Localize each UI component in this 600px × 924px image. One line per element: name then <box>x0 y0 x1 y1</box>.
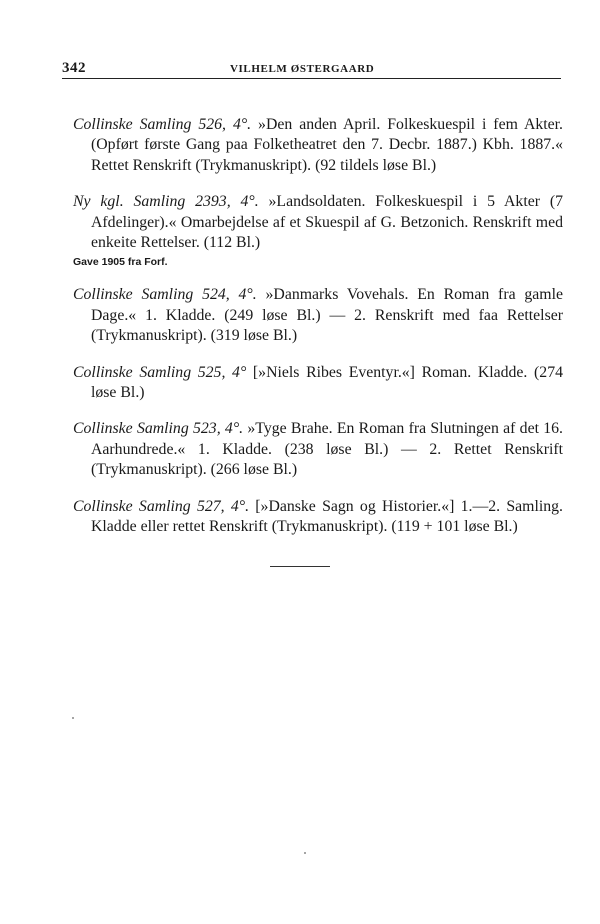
list-item <box>73 285 563 347</box>
header-rule <box>62 78 561 79</box>
entry-description: »Danmarks Vovehals. En Roman fra gamle Dage.« 1. Kladde. (249 løse Bl.) — 2. Renskrift med faa Rettelser (Trykmanuskript). (319 løse Bl.) <box>91 286 563 345</box>
page-header <box>62 60 562 78</box>
provenance-note: Gave 1905 fra Forf. <box>73 255 168 268</box>
list-item <box>73 115 563 177</box>
manuscript-list <box>73 99 563 551</box>
list-item <box>73 497 563 538</box>
list-item <box>73 192 563 270</box>
shelf-mark: Ny kgl. Samling 2393, 4°. <box>73 193 259 211</box>
entry-description: [»Niels Ribes Eventyr.«] Roman. Kladde. (274 løse Bl.) <box>91 363 563 402</box>
shelf-mark: Collinske Samling 524, 4°. <box>73 286 257 304</box>
paper-speck <box>72 717 74 719</box>
entry-description: [»Danske Sagn og Historier.«] 1.—2. Samling. Kladde eller rettet Renskrift (Trykmanuskript). (119 + 101 løse Bl.) <box>91 497 563 536</box>
entry-description: »Tyge Brahe. En Roman fra Slutningen af det 16. Aarhundrede.« 1. Kladde. (238 løse Bl.) — 2. Rettet Renskrift (Trykmanuskript). (266 løse Bl.) <box>91 420 563 479</box>
shelf-mark: Collinske Samling 526, 4°. <box>73 115 252 133</box>
list-item <box>73 419 563 481</box>
list-item <box>73 363 563 404</box>
shelf-mark: Collinske Samling 525, 4° <box>73 363 247 381</box>
closing-rule <box>270 566 330 567</box>
shelf-mark: Collinske Samling 523, 4°. <box>73 420 244 438</box>
entry-description: »Den anden April. Folkeskuespil i fem Akter. (Opført første Gang paa Folketheatret den 7. Decbr. 1887.) Kbh. 1887.« Rettet Renskrift (Trykmanuskript). (92 tildels løse Bl.) <box>91 115 563 174</box>
running-head: VILHELM ØSTERGAARD <box>230 63 375 75</box>
entry-description: »Landsoldaten. Folkeskuespil i 5 Akter (7 Afdelinger).« Omarbejdelse af et Skuespil af G. Betzonich. Renskrift med enkeite Rettelser. (112 Bl.) <box>91 193 563 252</box>
paper-speck <box>304 852 306 854</box>
shelf-mark: Collinske Samling 527, 4°. <box>73 497 250 515</box>
page-number: 342 <box>62 60 86 76</box>
